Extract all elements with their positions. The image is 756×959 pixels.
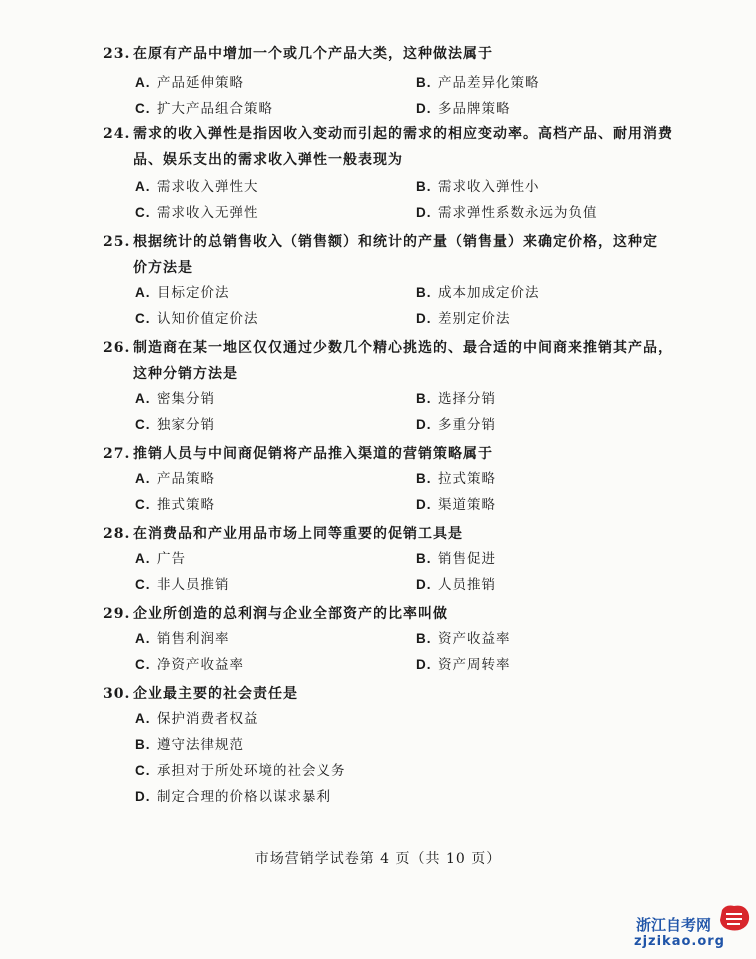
option-text: 独家分销 [157, 417, 215, 433]
question-24 [103, 120, 726, 148]
option-letter: C. [135, 311, 151, 326]
option-text: 资产周转率 [438, 657, 511, 673]
option-letter: A. [135, 551, 151, 566]
option-24-a[interactable] [135, 174, 259, 200]
option-letter: C. [135, 205, 151, 220]
question-number: 30. [103, 686, 131, 702]
option-30-d[interactable] [135, 784, 331, 810]
option-24-d[interactable] [416, 200, 598, 226]
option-26-a[interactable] [135, 386, 215, 412]
option-text: 扩大产品组合策略 [157, 101, 273, 117]
question-26-cont [103, 360, 726, 388]
question-stem-line2: 品、娱乐支出的需求收入弹性一般表现为 [133, 152, 403, 168]
question-23 [103, 40, 726, 68]
option-letter: C. [135, 497, 151, 512]
option-text: 人员推销 [438, 577, 496, 593]
option-text: 制定合理的价格以谋求暴利 [157, 789, 331, 805]
option-text: 产品策略 [157, 471, 215, 487]
option-25-b[interactable] [416, 280, 540, 306]
option-text: 选择分销 [438, 391, 496, 407]
question-number: 25. [103, 234, 131, 250]
option-24-b[interactable] [416, 174, 540, 200]
option-letter: B. [135, 737, 151, 752]
option-letter: D. [416, 205, 432, 220]
option-text: 密集分销 [157, 391, 215, 407]
option-29-c[interactable] [135, 652, 244, 678]
option-letter: B. [416, 391, 432, 406]
option-text: 保护消费者权益 [157, 711, 259, 727]
question-24-cont [103, 146, 726, 174]
option-27-a[interactable] [135, 466, 215, 492]
option-23-a[interactable] [135, 70, 244, 96]
option-30-b[interactable] [135, 732, 244, 758]
option-text: 遵守法律规范 [157, 737, 244, 753]
option-28-b[interactable] [416, 546, 496, 572]
option-text: 多重分销 [438, 417, 496, 433]
option-letter: B. [416, 551, 432, 566]
option-28-d[interactable] [416, 572, 496, 598]
question-number: 23. [103, 46, 131, 62]
option-text: 产品延伸策略 [157, 75, 244, 91]
option-text: 认知价值定价法 [157, 311, 259, 327]
option-30-c[interactable] [135, 758, 346, 784]
option-text: 需求收入弹性大 [157, 179, 259, 195]
option-24-c[interactable] [135, 200, 259, 226]
option-26-b[interactable] [416, 386, 496, 412]
option-text: 成本加成定价法 [438, 285, 540, 301]
watermark-name: 浙江自考网 [636, 916, 712, 934]
option-27-c[interactable] [135, 492, 215, 518]
option-letter: A. [135, 471, 151, 486]
question-stem: 企业所创造的总利润与企业全部资产的比率叫做 [133, 606, 448, 622]
option-text: 非人员推销 [157, 577, 230, 593]
option-letter: B. [416, 285, 432, 300]
option-letter: D. [416, 577, 432, 592]
page-footer: 市场营销学试卷第 4 页（共 10 页） [254, 851, 502, 867]
question-30 [103, 680, 726, 708]
option-letter: A. [135, 631, 151, 646]
option-23-c[interactable] [135, 96, 273, 122]
option-letter: B. [416, 75, 432, 90]
question-stem-line2: 价方法是 [133, 260, 193, 276]
option-text: 推式策略 [157, 497, 215, 513]
option-text: 广告 [157, 551, 186, 567]
question-25 [103, 228, 726, 256]
question-stem-line1: 制造商在某一地区仅仅通过少数几个精心挑选的、最合适的中间商来推销其产品， [133, 340, 673, 356]
option-text: 销售利润率 [157, 631, 230, 647]
option-text: 需求收入弹性小 [438, 179, 540, 195]
option-28-a[interactable] [135, 546, 186, 572]
option-27-d[interactable] [416, 492, 496, 518]
option-29-a[interactable] [135, 626, 230, 652]
option-letter: A. [135, 285, 151, 300]
option-letter: D. [416, 657, 432, 672]
option-29-d[interactable] [416, 652, 511, 678]
option-text: 多品牌策略 [438, 101, 511, 117]
option-28-c[interactable] [135, 572, 230, 598]
option-letter: A. [135, 711, 151, 726]
option-letter: B. [416, 179, 432, 194]
option-23-b[interactable] [416, 70, 540, 96]
option-letter: D. [416, 101, 432, 116]
question-number: 28. [103, 526, 131, 542]
option-letter: A. [135, 75, 151, 90]
question-27 [103, 440, 726, 468]
option-text: 承担对于所处环境的社会义务 [157, 763, 346, 779]
option-letter: A. [135, 391, 151, 406]
option-letter: C. [135, 577, 151, 592]
question-29 [103, 600, 726, 628]
option-letter: B. [416, 631, 432, 646]
question-stem: 在原有产品中增加一个或几个产品大类，这种做法属于 [133, 46, 493, 62]
option-text: 需求弹性系数永远为负值 [438, 205, 598, 221]
question-stem: 推销人员与中间商促销将产品推入渠道的营销策略属于 [133, 446, 493, 462]
option-26-d[interactable] [416, 412, 496, 438]
question-25-cont [103, 254, 726, 282]
option-23-d[interactable] [416, 96, 511, 122]
option-letter: C. [135, 657, 151, 672]
option-25-d[interactable] [416, 306, 511, 332]
option-text: 需求收入无弹性 [157, 205, 259, 221]
fist-logo-icon [716, 902, 752, 934]
option-letter: C. [135, 763, 151, 778]
option-30-a[interactable] [135, 706, 259, 732]
question-28 [103, 520, 726, 548]
option-text: 销售促进 [438, 551, 496, 567]
option-26-c[interactable] [135, 412, 215, 438]
option-text: 产品差异化策略 [438, 75, 540, 91]
option-29-b[interactable] [416, 626, 511, 652]
watermark[interactable] [606, 900, 751, 955]
option-text: 目标定价法 [157, 285, 230, 301]
question-number: 26. [103, 340, 131, 356]
watermark-url[interactable]: zjzikao.org [634, 934, 725, 949]
option-text: 拉式策略 [438, 471, 496, 487]
option-text: 净资产收益率 [157, 657, 244, 673]
option-text: 差别定价法 [438, 311, 511, 327]
option-letter: A. [135, 179, 151, 194]
question-number: 27. [103, 446, 131, 462]
option-text: 渠道策略 [438, 497, 496, 513]
option-25-a[interactable] [135, 280, 230, 306]
option-letter: D. [416, 311, 432, 326]
option-letter: D. [135, 789, 151, 804]
option-text: 资产收益率 [438, 631, 511, 647]
question-stem: 企业最主要的社会责任是 [133, 686, 298, 702]
question-stem-line2: 这种分销方法是 [133, 366, 238, 382]
question-number: 29. [103, 606, 131, 622]
question-26 [103, 334, 726, 362]
question-stem-line1: 需求的收入弹性是指因收入变动而引起的需求的相应变动率。高档产品、耐用消费 [133, 126, 673, 142]
question-number: 24. [103, 126, 131, 142]
option-25-c[interactable] [135, 306, 259, 332]
option-letter: D. [416, 417, 432, 432]
question-stem-line1: 根据统计的总销售收入（销售额）和统计的产量（销售量）来确定价格，这种定 [133, 234, 658, 250]
option-letter: B. [416, 471, 432, 486]
option-letter: D. [416, 497, 432, 512]
option-letter: C. [135, 101, 151, 116]
question-stem: 在消费品和产业用品市场上同等重要的促销工具是 [133, 526, 463, 542]
option-27-b[interactable] [416, 466, 496, 492]
option-letter: C. [135, 417, 151, 432]
